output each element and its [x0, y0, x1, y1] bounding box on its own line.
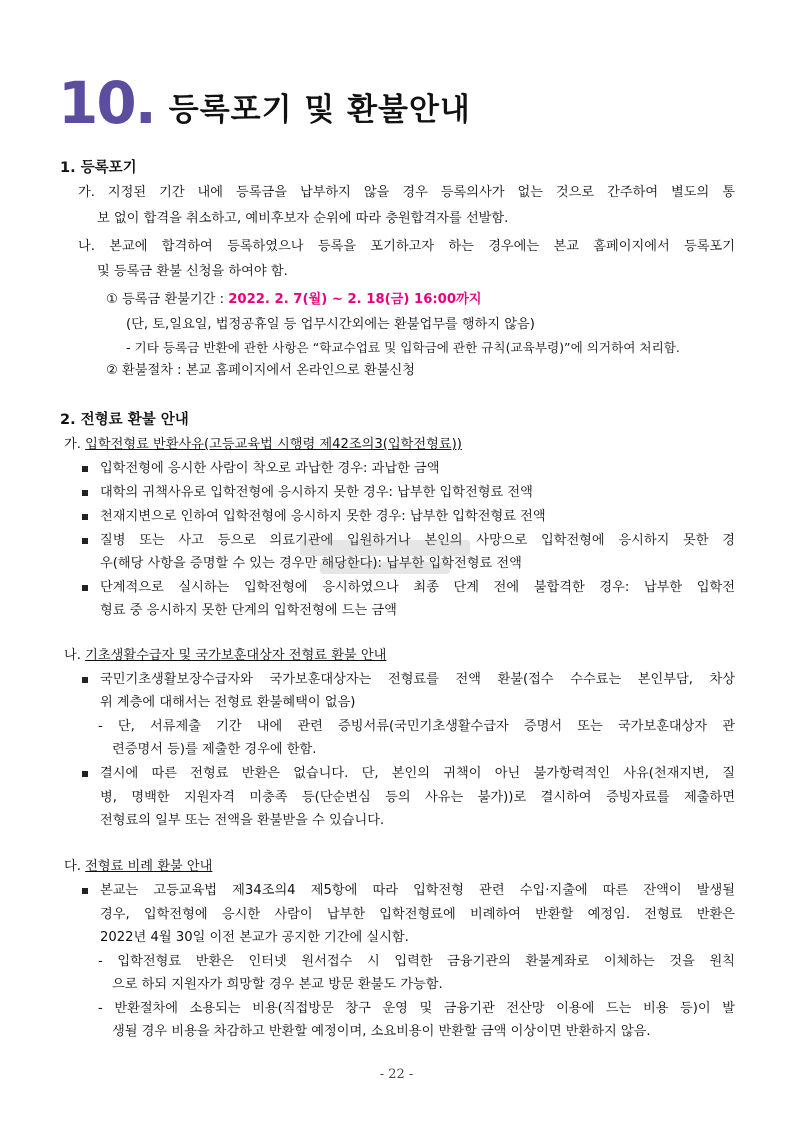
list-subitem-continuation: 생될 경우 비용을 차감하고 반환할 예정이며, 소요비용이 반환할 금액 이상이면 반환하지 않음.: [112, 1024, 651, 1039]
bullet-icon: [82, 677, 88, 683]
list-item-continuation: 위 계층에 대해서는 전형료 환불혜택이 없음): [100, 695, 356, 710]
subheading-na: [64, 646, 386, 666]
section-title: [58, 69, 471, 137]
paragraph-ga-line1: 가. 지정된 기간 내에 등록금을 납부하지 않을 경우 등록의사가 없는 것으로 간주하여 별도의 통: [78, 185, 735, 200]
heading-fee-refund: 2. 전형료 환불 안내: [60, 412, 189, 428]
paragraph-na-line2: 및 등록금 환불 신청을 하여야 함.: [97, 264, 288, 279]
list-subitem: - 반환절차에 소용되는 비용(직접방문 창구 운영 및 금융기관 전산망 이용에 드는 비용 등)이 발: [98, 1001, 735, 1016]
subheading-ga: [64, 435, 462, 455]
subheading-da-prefix: 다.: [64, 859, 86, 874]
refund-other-note: - 기타 등록금 반환에 관한 사항은 “학교수업료 및 입학금에 관한 규칙(교육부령)”에 의거하여 처리함.: [126, 340, 680, 355]
list-item-continuation: 전형료의 일부 또는 전액을 환불받을 수 있습니다.: [100, 813, 385, 828]
refund-period-value: 2022. 2. 7(월) ~ 2. 18(금) 16:00까지: [228, 292, 482, 307]
bullet-icon: [82, 888, 88, 894]
refund-period: [106, 290, 481, 310]
list-item: 입학전형에 응시한 사람이 착오로 과납한 경우: 과납한 금액: [100, 461, 440, 476]
refund-period-note: (단, 토,일요일, 법정공휴일 등 업무시간외에는 환불업무를 행하지 않음): [126, 317, 535, 332]
page-number: - 22 -: [379, 1067, 414, 1082]
list-item-continuation: 2022년 4월 30일 이전 본교가 공지한 기간에 실시함.: [100, 930, 409, 945]
list-item: 국민기초생활보장수급자와 국가보훈대상자는 전형료를 전액 환불(접수 수수료는 본인부담, 차상: [100, 672, 735, 687]
paragraph-ga-line2: 보 없이 합격을 취소하고, 예비후보자 순위에 따라 충원합격자를 선발함.: [97, 211, 509, 226]
list-item-continuation: 경우, 입학전형에 응시한 사람이 납부한 입학전형료에 비례하여 반환할 예정임. 전형료 반환은: [100, 907, 735, 922]
list-subitem-continuation: 련증명서 등)를 제출한 경우에 한함.: [112, 742, 317, 757]
subheading-ga-title: 입학전형료 반환사유(고등교육법 시행령 제42조의3(입학전형료)): [85, 437, 462, 452]
section-number: 10.: [58, 69, 155, 137]
list-item: 천재지변으로 인하여 입학전형에 응시하지 못한 경우: 납부한 입학전형료 전액: [100, 509, 546, 524]
subheading-ga-prefix: 가.: [64, 437, 86, 452]
subheading-da: [64, 857, 212, 877]
subheading-da-title: 전형료 비례 환불 안내: [85, 859, 213, 874]
subheading-na-title: 기초생활수급자 및 국가보훈대상자 전형료 환불 안내: [85, 648, 387, 663]
list-item: 질병 또는 사고 등으로 의료기관에 입원하거나 본인의 사망으로 입학전형에 응시하지 못한 경: [100, 533, 735, 548]
list-item: 결시에 따른 전형료 반환은 없습니다. 단, 본인의 귀책이 아닌 불가항력적인 사유(천재지변, 질: [100, 766, 735, 781]
paragraph-na-line1: 나. 본교에 합격하여 등록하였으나 등록을 포기하고자 하는 경우에는 본교 홈페이지에서 등록포기: [78, 239, 735, 254]
list-item-continuation: 우(해당 사항을 증명할 수 있는 경우만 해당한다): 납부한 입학전형료 전액: [100, 556, 522, 571]
bullet-icon: [82, 538, 88, 544]
subheading-na-prefix: 나.: [64, 648, 86, 663]
list-item: 단계적으로 실시하는 입학전형에 응시하였으나 최종 단계 전에 불합격한 경우: 납부한 입학전: [100, 580, 735, 595]
refund-period-label: ① 등록금 환불기간 :: [106, 292, 229, 307]
list-item: 대학의 귀책사유로 입학전형에 응시하지 못한 경우: 납부한 입학전형료 전액: [100, 485, 533, 500]
list-item: 본교는 고등교육법 제34조의4 제5항에 따라 입학전형 관련 수입·지출에 따른 잔액이 발생될: [100, 883, 735, 898]
list-subitem: - 입학전형료 반환은 인터넷 원서접수 시 입력한 금융기관의 환불계좌로 이체하는 것을 원칙: [98, 954, 735, 969]
list-subitem-continuation: 으로 하되 지원자가 희망할 경우 본교 방문 환불도 가능함.: [112, 977, 443, 992]
bullet-icon: [82, 585, 88, 591]
refund-procedure: ② 환불절차 : 본교 홈페이지에서 온라인으로 환불신청: [106, 363, 415, 378]
list-item-continuation: 병, 명백한 지원자격 미충족 등(단순변심 등의 사유는 불가))로 결시하여 증빙자료를 제출하면: [100, 790, 735, 805]
list-subitem: - 단, 서류제출 기간 내에 관련 증빙서류(국민기초생활수급자 증명서 또는 국가보훈대상자 관: [98, 719, 735, 734]
bullet-icon: [82, 466, 88, 472]
heading-registration-withdrawal: 1. 등록포기: [60, 160, 137, 176]
bullet-icon: [82, 771, 88, 777]
bullet-icon: [82, 514, 88, 520]
list-item-continuation: 형료 중 응시하지 못한 단계의 입학전형에 드는 금액: [100, 603, 397, 618]
bullet-icon: [82, 490, 88, 496]
section-heading: 등록포기 및 환불안내: [168, 92, 471, 128]
